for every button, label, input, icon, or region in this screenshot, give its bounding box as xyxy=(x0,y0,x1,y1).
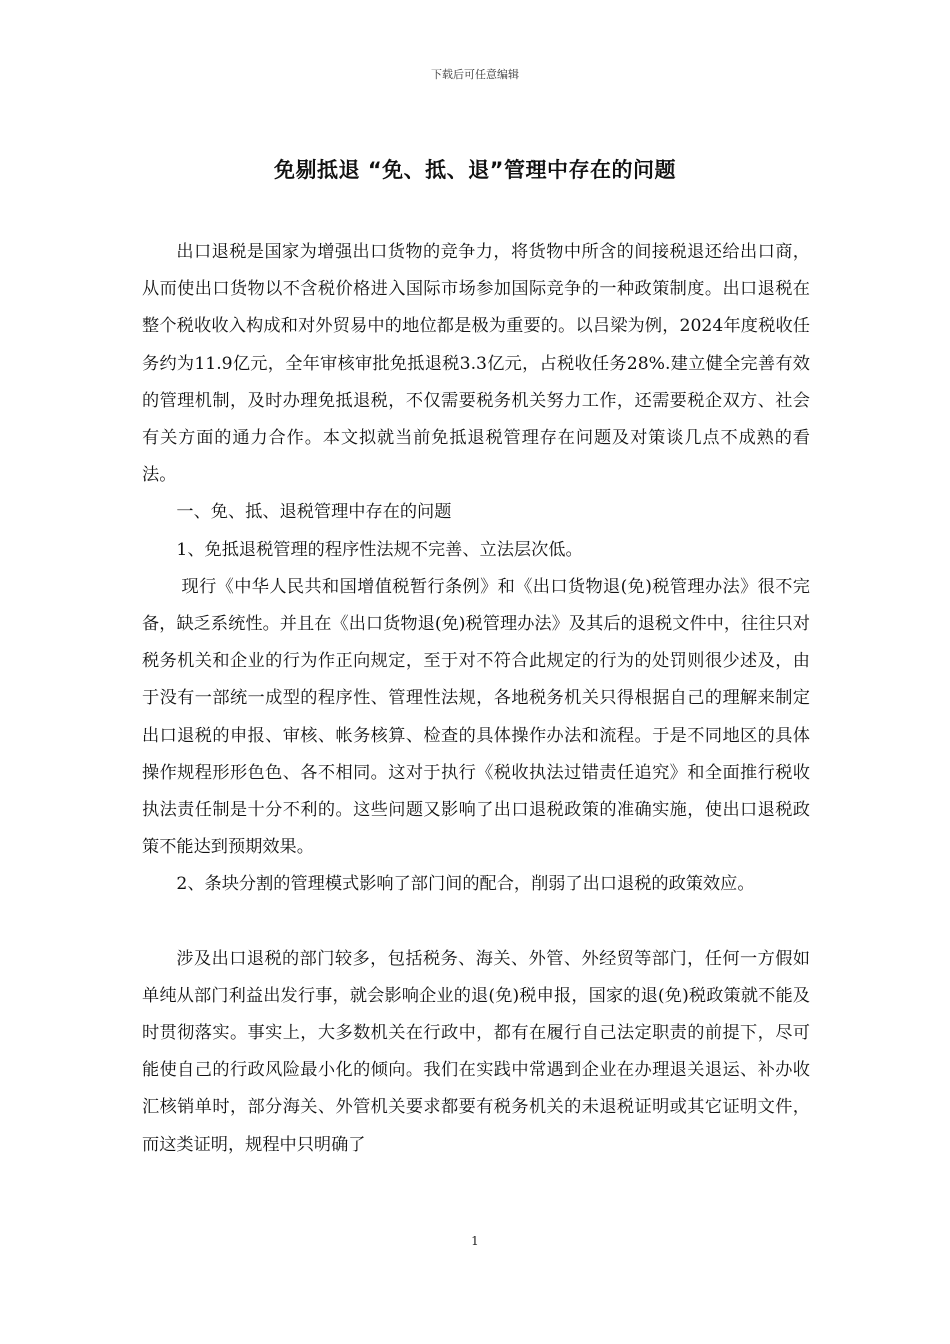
paragraph-intro: 出口退税是国家为增强出口货物的竞争力，将货物中所含的间接税退还给出口商，从而使出口货物以不含税价格进入国际市场参加国际竞争的一种政策制度。出口退税在整个税收收入构成和对外贸易中的地位都是极为重要的。以吕梁为例，2024年度税收任务约为11.9亿元，全年审核审批免抵退税3.3亿元，占税收任务28%.建立健全完善有效的管理机制，及时办理免抵退税，不仅需要税务机关努力工作，还需要税企双方、社会有关方面的通力合作。本文拟就当前免抵退税管理存在问题及对策谈几点不成熟的看法。 xyxy=(142,242,810,486)
paragraph-departments: 涉及出口退税的部门较多，包括税务、海关、外管、外经贸等部门，任何一方假如单纯从部门利益出发行事，就会影响企业的退(免)税申报，国家的退(免)税政策就不能及时贯彻落实。事实上，大多数机关在行政中，都有在履行自己法定职责的前提下，尽可能使自己的行政风险最小化的倾向。我们在实践中常遇到企业在办理退关退运、补办收汇核销单时，部分海关、外管机关要求都要有税务机关的未退税证明或其它证明文件，而这类证明，规程中只明确了 xyxy=(142,948,810,1155)
document-body xyxy=(142,234,810,1164)
page-number: 1 xyxy=(471,1234,479,1248)
subsection-heading-1: 1、免抵退税管理的程序性法规不完善、立法层次低。 xyxy=(176,539,583,560)
paragraph-regulations: 现行《中华人民共和国增值税暂行条例》和《出口货物退(免)税管理办法》很不完备，缺乏系统性。并且在《出口货物退(免)税管理办法》及其后的退税文件中，往往只对税务机关和企业的行为作正向规定，至于对不符合此规定的行为的处罚则很少述及，由于没有一部统一成型的程序性、管理性法规，各地税务机关只得根据自己的理解来制定出口退税的申报、审核、帐务核算、检查的具体操作办法和流程。于是不同地区的具体操作规程形形色色、各不相同。这对于执行《税收执法过错责任追究》和全面推行税收执法责任制是十分不利的。这些问题又影响了出口退税政策的准确实施，使出口退税政策不能达到预期效果。 xyxy=(142,576,810,858)
subsection-heading-2: 2、条块分割的管理模式影响了部门间的配合，削弱了出口退税的政策效应。 xyxy=(176,874,755,895)
section-heading-1: 一、免、抵、退税管理中存在的问题 xyxy=(176,502,452,523)
document-title: 免剔抵退 “免、抵、退”管理中存在的问题 xyxy=(274,158,676,182)
header-note: 下载后可任意编辑 xyxy=(431,68,519,81)
